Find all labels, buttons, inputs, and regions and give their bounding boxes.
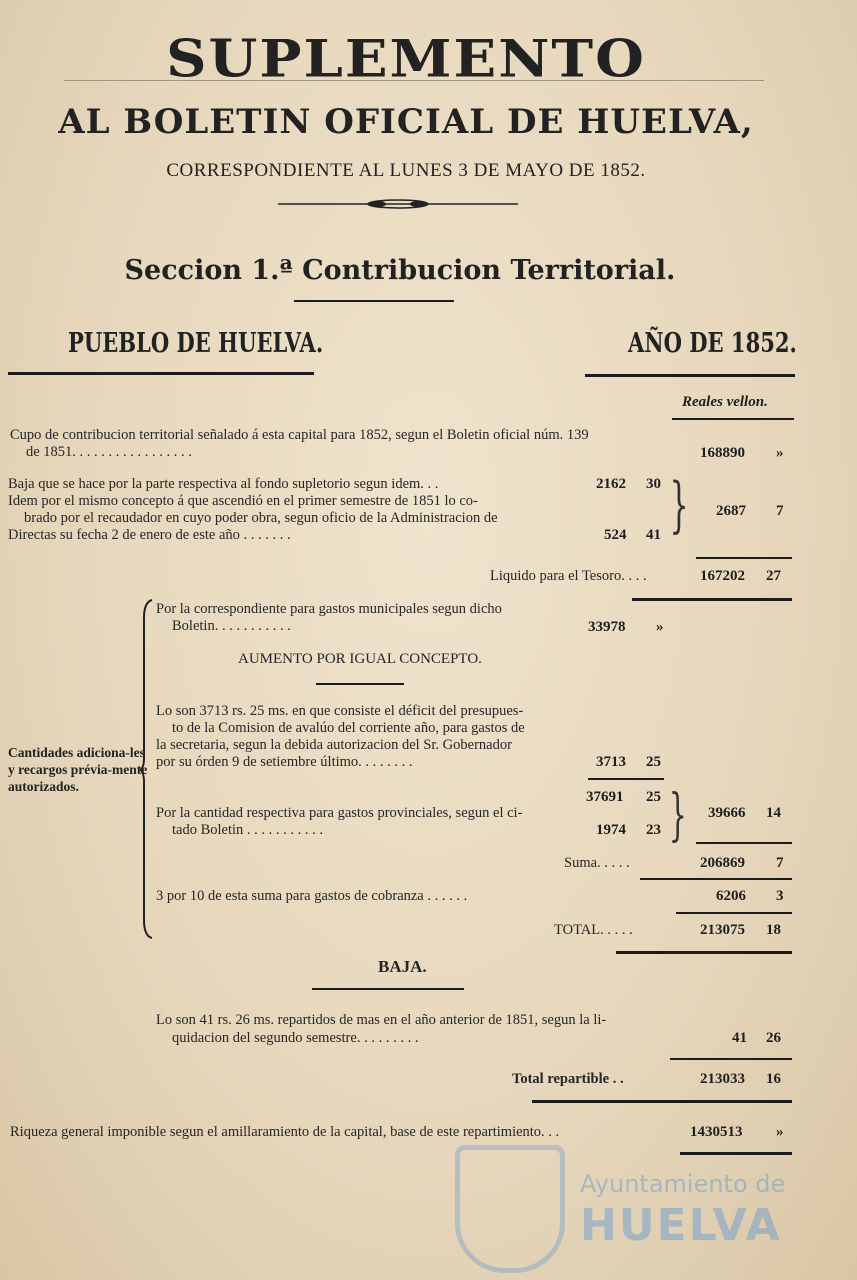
divider xyxy=(294,300,454,302)
baja-4-cents: 41 xyxy=(646,527,661,543)
baja-heading: BAJA. xyxy=(378,957,427,976)
divider xyxy=(588,778,664,780)
divider xyxy=(672,418,794,420)
cupo-cents: » xyxy=(776,445,784,461)
side-note: Cantidades adiciona-les y recargos prévia-mente autorizados. xyxy=(8,745,148,794)
repartible-cents: 16 xyxy=(766,1071,781,1087)
deficit-line-1: Lo son 3713 rs. 25 ms. en que consiste el déficit del presupues- xyxy=(156,703,524,719)
page-subtitle: AL BOLETIN OFICIAL DE HUELVA, xyxy=(58,102,754,142)
municipal-line-1: Por la correspondiente para gastos municipales segun dicho xyxy=(156,601,502,617)
watermark xyxy=(580,1170,785,1251)
watermark-line-2: HUELVA xyxy=(580,1200,782,1251)
brace-icon: } xyxy=(668,783,687,848)
repartido-cents: 26 xyxy=(766,1030,781,1046)
deficit-line-4: por su órden 9 de setiembre último. . . . . . . . xyxy=(156,754,413,770)
cobranza-cents: 3 xyxy=(776,888,784,904)
riqueza-label: Riqueza general imponible segun el amillaramiento de la capital, base de este repartimiento. . . xyxy=(10,1124,560,1140)
city-seal-icon xyxy=(455,1145,565,1273)
liquido-cents: 27 xyxy=(766,568,781,584)
baja-4-value: 524 xyxy=(604,527,627,543)
municipal-cents: » xyxy=(656,619,664,635)
repartido-line-1: Lo son 41 rs. 26 ms. repartidos de mas en el año anterior de 1851, segun la li- xyxy=(156,1012,607,1028)
group-total-value: 39666 xyxy=(708,805,746,821)
riqueza-value: 1430513 xyxy=(690,1124,743,1140)
year-heading: AÑO DE 1852. xyxy=(628,328,797,359)
divider xyxy=(676,912,792,914)
provincial-cents: 23 xyxy=(646,822,661,838)
divider xyxy=(585,374,795,377)
divider xyxy=(696,557,792,559)
cobranza-value: 6206 xyxy=(716,888,746,904)
suma-cents: 7 xyxy=(776,855,784,871)
baja-line-1: Baja que se hace por la parte respectiva al fondo supletorio segun idem. . . xyxy=(8,476,439,492)
pueblo-heading: PUEBLO DE HUELVA. xyxy=(68,328,324,359)
aumento-heading: AUMENTO POR IGUAL CONCEPTO. xyxy=(238,651,482,667)
provincial-value: 1974 xyxy=(596,822,626,838)
riqueza-cents: » xyxy=(776,1124,784,1140)
deficit-value: 3713 xyxy=(596,754,626,770)
suma-label: Suma. . . . . xyxy=(564,855,630,871)
baja-1-value: 2162 xyxy=(596,476,626,492)
baja-line-3: brado por el recaudador en cuyo poder obra, segun oficio de la Administracion de xyxy=(24,510,498,526)
repartido-line-2: quidacion del segundo semestre. . . . . . . . . xyxy=(172,1030,419,1046)
provincial-line-1: Por la cantidad respectiva para gastos provinciales, segun el ci- xyxy=(156,805,523,821)
baja-total-cents: 7 xyxy=(776,503,784,519)
cobranza-label: 3 por 10 de esta suma para gastos de cobranza . . . . . . xyxy=(156,888,468,904)
suma-value: 206869 xyxy=(700,855,745,871)
unit-header: Reales vellon. xyxy=(682,394,768,410)
brace-icon: } xyxy=(669,470,689,540)
baja-line-4: Directas su fecha 2 de enero de este año . . . . . . . xyxy=(8,527,291,543)
divider xyxy=(670,1058,792,1060)
cupo-value: 168890 xyxy=(700,445,745,461)
baja-1-cents: 30 xyxy=(646,476,661,492)
baja-line-2: Idem por el mismo concepto á que ascendió en el primer semestre de 1851 lo co- xyxy=(8,493,478,509)
cupo-line-2: de 1851. . . . . . . . . . . . . . . . . xyxy=(26,444,192,460)
liquido-value: 167202 xyxy=(700,568,745,584)
divider xyxy=(696,842,792,844)
section-title: Seccion 1.ª Contribucion Territorial. xyxy=(124,255,676,286)
ornament-divider-icon xyxy=(278,199,518,209)
divider xyxy=(8,372,314,375)
divider xyxy=(316,683,404,685)
subtotal-cents: 25 xyxy=(646,789,661,805)
group-total-cents: 14 xyxy=(766,805,781,821)
divider xyxy=(640,878,792,880)
divider xyxy=(64,80,764,81)
subtotal-value: 37691 xyxy=(586,789,624,805)
repartido-value: 41 xyxy=(732,1030,747,1046)
provincial-line-2: tado Boletin . . . . . . . . . . . xyxy=(172,822,324,838)
deficit-cents: 25 xyxy=(646,754,661,770)
cupo-line-1: Cupo de contribucion territorial señalado á esta capital para 1852, segun el Boletin oficial núm. 139 xyxy=(10,427,589,443)
municipal-line-2: Boletin. . . . . . . . . . . xyxy=(172,618,291,634)
page-title: SUPLEMENTO xyxy=(166,28,646,90)
watermark-line-1: Ayuntamiento de xyxy=(580,1170,786,1198)
date-line: CORRESPONDIENTE AL LUNES 3 DE MAYO DE 1852. xyxy=(166,160,646,181)
deficit-line-2: to de la Comision de avalúo del corriente año, para gastos de xyxy=(172,720,525,736)
divider xyxy=(680,1152,792,1155)
liquido-label: Liquido para el Tesoro. . . . xyxy=(490,568,647,584)
deficit-line-3: la secretaria, segun la debida autorizacion del Sr. Gobernador xyxy=(156,737,512,753)
divider xyxy=(632,598,792,601)
total-value: 213075 xyxy=(700,922,745,938)
repartible-label: Total repartible . . xyxy=(512,1071,624,1087)
repartible-value: 213033 xyxy=(700,1071,745,1087)
municipal-value: 33978 xyxy=(588,619,626,635)
baja-total-value: 2687 xyxy=(716,503,746,519)
total-label: TOTAL. . . . . xyxy=(554,922,633,938)
total-cents: 18 xyxy=(766,922,781,938)
divider xyxy=(312,988,464,990)
divider xyxy=(532,1100,792,1103)
divider xyxy=(616,951,792,954)
